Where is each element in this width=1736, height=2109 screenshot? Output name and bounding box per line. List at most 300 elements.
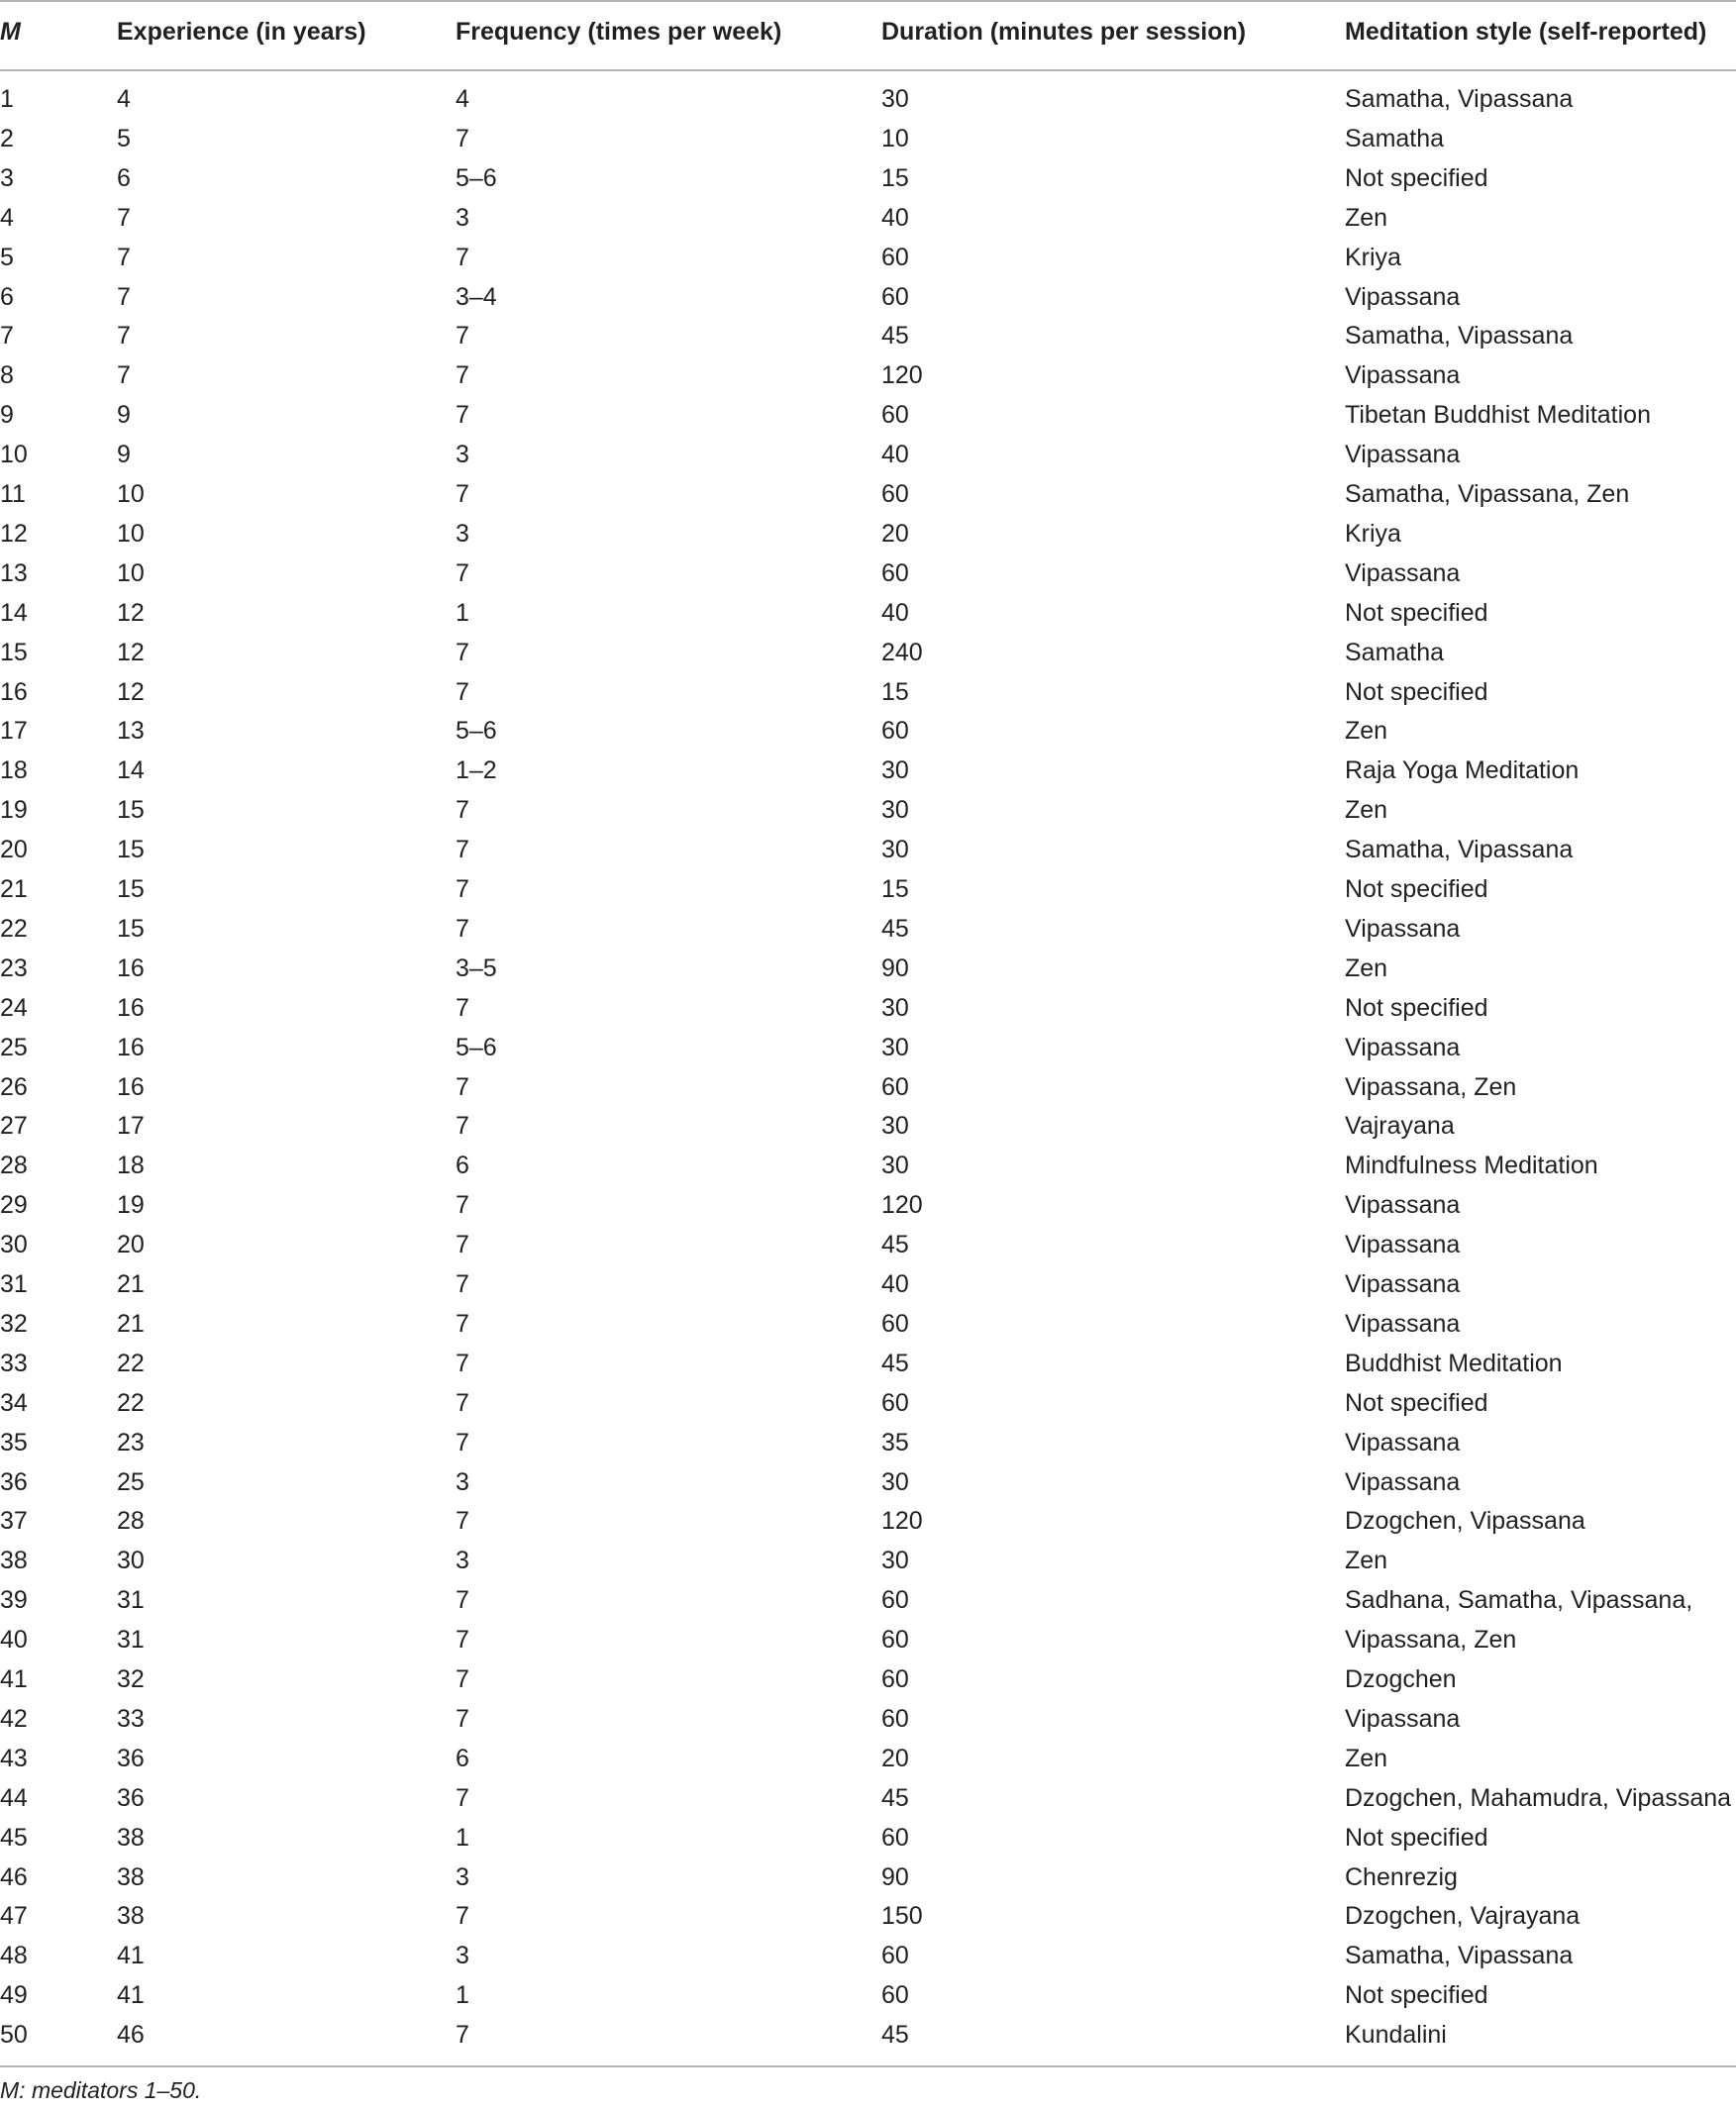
cell-experience-years: 14 <box>117 756 145 785</box>
cell-meditation-style: Kriya <box>1345 519 1401 548</box>
table-row <box>0 790 1736 830</box>
cell-frequency-per-week: 7 <box>456 1072 469 1101</box>
table-row <box>0 1106 1736 1146</box>
cell-duration-minutes: 40 <box>881 1270 909 1298</box>
cell-meditation-style: Vipassana <box>1345 361 1461 390</box>
cell-experience-years: 22 <box>117 1388 145 1417</box>
cell-experience-years: 4 <box>117 85 131 113</box>
top-rule <box>0 0 1736 2</box>
table-row <box>0 1896 1736 1936</box>
cell-meditator-id: 40 <box>0 1626 28 1655</box>
cell-meditator-id: 27 <box>0 1112 28 1141</box>
cell-meditator-id: 23 <box>0 954 28 982</box>
cell-meditation-style: Zen <box>1345 717 1388 746</box>
header-experience: Experience (in years) <box>117 18 366 46</box>
cell-frequency-per-week: 7 <box>456 480 469 508</box>
cell-meditation-style: Vipassana <box>1345 914 1461 943</box>
cell-frequency-per-week: 3–4 <box>456 282 497 311</box>
cell-duration-minutes: 120 <box>881 361 923 390</box>
cell-duration-minutes: 60 <box>881 1388 909 1417</box>
cell-frequency-per-week: 7 <box>456 1783 469 1812</box>
cell-meditator-id: 37 <box>0 1507 28 1536</box>
cell-duration-minutes: 20 <box>881 519 909 548</box>
header-duration: Duration (minutes per session) <box>881 18 1247 46</box>
cell-experience-years: 21 <box>117 1309 145 1338</box>
cell-experience-years: 16 <box>117 993 145 1022</box>
cell-meditation-style: Not specified <box>1345 677 1488 706</box>
cell-duration-minutes: 60 <box>881 1586 909 1615</box>
cell-meditation-style: Vajrayana <box>1345 1112 1455 1141</box>
cell-meditation-style: Tibetan Buddhist Meditation <box>1345 401 1651 430</box>
cell-experience-years: 7 <box>117 282 131 311</box>
cell-duration-minutes: 120 <box>881 1507 923 1536</box>
cell-meditation-style: Zen <box>1345 1744 1388 1772</box>
cell-frequency-per-week: 7 <box>456 1349 469 1377</box>
cell-duration-minutes: 30 <box>881 993 909 1022</box>
cell-duration-minutes: 60 <box>881 1942 909 1970</box>
cell-experience-years: 23 <box>117 1428 145 1456</box>
cell-duration-minutes: 30 <box>881 85 909 113</box>
cell-frequency-per-week: 3–5 <box>456 954 497 982</box>
cell-duration-minutes: 30 <box>881 1033 909 1061</box>
cell-frequency-per-week: 3 <box>456 203 469 232</box>
cell-meditator-id: 2 <box>0 124 14 152</box>
cell-duration-minutes: 60 <box>881 558 909 587</box>
cell-frequency-per-week: 7 <box>456 124 469 152</box>
table-row <box>0 1975 1736 2015</box>
cell-frequency-per-week: 3 <box>456 1862 469 1891</box>
cell-frequency-per-week: 6 <box>456 1152 469 1180</box>
cell-meditator-id: 46 <box>0 1862 28 1891</box>
cell-duration-minutes: 60 <box>881 282 909 311</box>
cell-meditation-style: Mindfulness Meditation <box>1345 1152 1598 1180</box>
cell-experience-years: 7 <box>117 243 131 271</box>
table-row <box>0 751 1736 790</box>
cell-experience-years: 9 <box>117 441 131 469</box>
cell-duration-minutes: 30 <box>881 1152 909 1180</box>
cell-frequency-per-week: 3 <box>456 519 469 548</box>
cell-meditator-id: 3 <box>0 163 14 192</box>
cell-experience-years: 12 <box>117 598 145 627</box>
header-rule <box>0 69 1736 71</box>
cell-experience-years: 30 <box>117 1547 145 1575</box>
cell-frequency-per-week: 3 <box>456 1942 469 1970</box>
cell-meditation-style: Not specified <box>1345 1981 1488 2010</box>
cell-frequency-per-week: 1 <box>456 598 469 627</box>
cell-meditation-style: Not specified <box>1345 875 1488 903</box>
cell-meditator-id: 18 <box>0 756 28 785</box>
cell-frequency-per-week: 7 <box>456 1586 469 1615</box>
table-row <box>0 2015 1736 2055</box>
cell-duration-minutes: 60 <box>881 243 909 271</box>
cell-meditator-id: 13 <box>0 558 28 587</box>
table-row <box>0 1028 1736 1067</box>
cell-duration-minutes: 10 <box>881 124 909 152</box>
table-header <box>0 12 1736 51</box>
cell-meditator-id: 30 <box>0 1231 28 1259</box>
cell-duration-minutes: 40 <box>881 598 909 627</box>
cell-meditator-id: 17 <box>0 717 28 746</box>
cell-frequency-per-week: 5–6 <box>456 717 497 746</box>
table-row <box>0 1067 1736 1107</box>
cell-duration-minutes: 120 <box>881 1191 923 1220</box>
cell-duration-minutes: 60 <box>881 1823 909 1852</box>
cell-frequency-per-week: 3 <box>456 1547 469 1575</box>
cell-meditator-id: 50 <box>0 2021 28 2050</box>
cell-meditation-style: Kundalini <box>1345 2021 1447 2050</box>
cell-experience-years: 46 <box>117 2021 145 2050</box>
cell-experience-years: 6 <box>117 163 131 192</box>
table-row <box>0 553 1736 593</box>
cell-meditator-id: 41 <box>0 1665 28 1693</box>
cell-meditator-id: 14 <box>0 598 28 627</box>
cell-meditator-id: 24 <box>0 993 28 1022</box>
cell-meditator-id: 22 <box>0 914 28 943</box>
cell-frequency-per-week: 5–6 <box>456 1033 497 1061</box>
cell-meditation-style: Vipassana <box>1345 558 1461 587</box>
cell-meditator-id: 31 <box>0 1270 28 1298</box>
table-row <box>0 830 1736 869</box>
cell-frequency-per-week: 4 <box>456 85 469 113</box>
cell-frequency-per-week: 7 <box>456 1507 469 1536</box>
cell-experience-years: 16 <box>117 954 145 982</box>
cell-meditator-id: 9 <box>0 401 14 430</box>
table-row <box>0 1699 1736 1739</box>
cell-meditator-id: 28 <box>0 1152 28 1180</box>
cell-frequency-per-week: 7 <box>456 361 469 390</box>
cell-experience-years: 12 <box>117 677 145 706</box>
table-footnote: M: meditators 1–50. <box>0 2077 202 2103</box>
cell-frequency-per-week: 3 <box>456 1467 469 1496</box>
cell-meditator-id: 8 <box>0 361 14 390</box>
cell-duration-minutes: 30 <box>881 756 909 785</box>
cell-meditator-id: 32 <box>0 1309 28 1338</box>
cell-duration-minutes: 45 <box>881 2021 909 2050</box>
cell-meditation-style: Dzogchen, Vipassana <box>1345 1507 1585 1536</box>
table-row <box>0 119 1736 158</box>
cell-frequency-per-week: 7 <box>456 993 469 1022</box>
cell-meditator-id: 34 <box>0 1388 28 1417</box>
cell-frequency-per-week: 1 <box>456 1823 469 1852</box>
cell-meditation-style: Samatha, Vipassana, Zen <box>1345 480 1630 508</box>
cell-duration-minutes: 20 <box>881 1744 909 1772</box>
cell-experience-years: 31 <box>117 1626 145 1655</box>
cell-meditator-id: 45 <box>0 1823 28 1852</box>
cell-meditator-id: 38 <box>0 1547 28 1575</box>
cell-frequency-per-week: 7 <box>456 796 469 825</box>
cell-duration-minutes: 30 <box>881 836 909 864</box>
cell-experience-years: 15 <box>117 875 145 903</box>
cell-meditator-id: 15 <box>0 638 28 666</box>
cell-frequency-per-week: 7 <box>456 1112 469 1141</box>
cell-experience-years: 7 <box>117 361 131 390</box>
cell-meditation-style: Zen <box>1345 1547 1388 1575</box>
table-row <box>0 79 1736 119</box>
table-row <box>0 435 1736 474</box>
cell-duration-minutes: 60 <box>881 1981 909 2010</box>
cell-meditator-id: 48 <box>0 1942 28 1970</box>
cell-experience-years: 18 <box>117 1152 145 1180</box>
cell-frequency-per-week: 7 <box>456 558 469 587</box>
table-row <box>0 1146 1736 1185</box>
cell-duration-minutes: 40 <box>881 441 909 469</box>
table-row <box>0 633 1736 672</box>
cell-experience-years: 28 <box>117 1507 145 1536</box>
cell-duration-minutes: 240 <box>881 638 923 666</box>
cell-frequency-per-week: 7 <box>456 1309 469 1338</box>
table-row <box>0 1225 1736 1264</box>
cell-frequency-per-week: 7 <box>456 1270 469 1298</box>
cell-frequency-per-week: 1–2 <box>456 756 497 785</box>
cell-meditation-style: Chenrezig <box>1345 1862 1458 1891</box>
table-row <box>0 198 1736 238</box>
cell-frequency-per-week: 7 <box>456 677 469 706</box>
table-row <box>0 1739 1736 1778</box>
table-row <box>0 1936 1736 1975</box>
cell-duration-minutes: 45 <box>881 1231 909 1259</box>
cell-meditator-id: 6 <box>0 282 14 311</box>
table-row <box>0 1423 1736 1462</box>
cell-meditation-style: Vipassana <box>1345 282 1461 311</box>
cell-frequency-per-week: 7 <box>456 1388 469 1417</box>
cell-meditator-id: 4 <box>0 203 14 232</box>
cell-frequency-per-week: 7 <box>456 914 469 943</box>
cell-meditator-id: 10 <box>0 441 28 469</box>
cell-duration-minutes: 60 <box>881 1665 909 1693</box>
cell-duration-minutes: 45 <box>881 322 909 351</box>
cell-meditation-style: Dzogchen, Mahamudra, Vipassana <box>1345 1783 1732 1812</box>
table-row <box>0 1264 1736 1304</box>
cell-meditation-style: Not specified <box>1345 1823 1488 1852</box>
table-row <box>0 158 1736 198</box>
cell-duration-minutes: 15 <box>881 875 909 903</box>
cell-meditator-id: 16 <box>0 677 28 706</box>
cell-duration-minutes: 15 <box>881 677 909 706</box>
cell-frequency-per-week: 7 <box>456 1626 469 1655</box>
cell-experience-years: 41 <box>117 1942 145 1970</box>
bottom-rule <box>0 2065 1736 2067</box>
cell-duration-minutes: 45 <box>881 1783 909 1812</box>
cell-duration-minutes: 150 <box>881 1902 923 1931</box>
cell-experience-years: 15 <box>117 796 145 825</box>
cell-duration-minutes: 45 <box>881 1349 909 1377</box>
cell-duration-minutes: 40 <box>881 203 909 232</box>
cell-meditator-id: 49 <box>0 1981 28 2010</box>
cell-meditation-style: Raja Yoga Meditation <box>1345 756 1580 785</box>
cell-experience-years: 7 <box>117 322 131 351</box>
cell-meditator-id: 36 <box>0 1467 28 1496</box>
cell-meditator-id: 12 <box>0 519 28 548</box>
table-row <box>0 1818 1736 1858</box>
cell-experience-years: 13 <box>117 717 145 746</box>
cell-experience-years: 31 <box>117 1586 145 1615</box>
header-frequency: Frequency (times per week) <box>456 18 782 46</box>
header-meditation-style: Meditation style (self-reported) <box>1345 18 1707 46</box>
cell-experience-years: 22 <box>117 1349 145 1377</box>
cell-frequency-per-week: 7 <box>456 836 469 864</box>
cell-duration-minutes: 90 <box>881 1862 909 1891</box>
cell-meditation-style: Samatha, Vipassana <box>1345 836 1574 864</box>
cell-frequency-per-week: 6 <box>456 1744 469 1772</box>
table-row <box>0 1580 1736 1620</box>
cell-duration-minutes: 90 <box>881 954 909 982</box>
cell-meditator-id: 11 <box>0 480 26 508</box>
cell-frequency-per-week: 3 <box>456 441 469 469</box>
cell-experience-years: 17 <box>117 1112 145 1141</box>
cell-experience-years: 21 <box>117 1270 145 1298</box>
cell-frequency-per-week: 7 <box>456 401 469 430</box>
table-row <box>0 593 1736 633</box>
table-row <box>0 711 1736 751</box>
cell-meditation-style: Vipassana <box>1345 1033 1461 1061</box>
cell-frequency-per-week: 5–6 <box>456 163 497 192</box>
cell-meditation-style: Samatha, Vipassana <box>1345 1942 1574 1970</box>
cell-experience-years: 9 <box>117 401 131 430</box>
cell-meditator-id: 29 <box>0 1191 28 1220</box>
table-row <box>0 1778 1736 1818</box>
cell-meditation-style: Dzogchen, Vajrayana <box>1345 1902 1581 1931</box>
cell-meditator-id: 21 <box>0 875 28 903</box>
cell-meditator-id: 7 <box>0 322 14 351</box>
cell-experience-years: 32 <box>117 1665 145 1693</box>
cell-frequency-per-week: 7 <box>456 322 469 351</box>
cell-meditation-style: Vipassana <box>1345 1270 1461 1298</box>
cell-duration-minutes: 60 <box>881 480 909 508</box>
table-row <box>0 1383 1736 1423</box>
cell-meditation-style: Sadhana, Samatha, Vipassana, <box>1345 1586 1693 1615</box>
cell-meditator-id: 47 <box>0 1902 28 1931</box>
cell-duration-minutes: 60 <box>881 401 909 430</box>
cell-frequency-per-week: 7 <box>456 1191 469 1220</box>
cell-duration-minutes: 30 <box>881 1547 909 1575</box>
cell-duration-minutes: 35 <box>881 1428 909 1456</box>
cell-meditation-style: Zen <box>1345 796 1388 825</box>
cell-frequency-per-week: 7 <box>456 1902 469 1931</box>
cell-experience-years: 10 <box>117 480 145 508</box>
table-row <box>0 1659 1736 1699</box>
cell-frequency-per-week: 7 <box>456 2021 469 2050</box>
table-row <box>0 869 1736 909</box>
cell-meditation-style: Not specified <box>1345 1388 1488 1417</box>
cell-meditation-style: Vipassana, Zen <box>1345 1072 1517 1101</box>
cell-duration-minutes: 60 <box>881 1072 909 1101</box>
cell-meditator-id: 20 <box>0 836 28 864</box>
cell-meditator-id: 19 <box>0 796 28 825</box>
cell-meditation-style: Samatha, Vipassana <box>1345 85 1574 113</box>
cell-frequency-per-week: 7 <box>456 1428 469 1456</box>
cell-meditation-style: Vipassana <box>1345 1191 1461 1220</box>
table-row <box>0 1344 1736 1383</box>
cell-duration-minutes: 60 <box>881 1309 909 1338</box>
cell-meditator-id: 25 <box>0 1033 28 1061</box>
table-row <box>0 909 1736 949</box>
cell-experience-years: 15 <box>117 836 145 864</box>
cell-experience-years: 20 <box>117 1231 145 1259</box>
cell-experience-years: 36 <box>117 1783 145 1812</box>
cell-meditation-style: Vipassana, Zen <box>1345 1626 1517 1655</box>
cell-meditator-id: 1 <box>0 85 14 113</box>
table-row <box>0 988 1736 1028</box>
cell-frequency-per-week: 7 <box>456 1231 469 1259</box>
cell-frequency-per-week: 7 <box>456 875 469 903</box>
cell-duration-minutes: 45 <box>881 914 909 943</box>
table-row <box>0 672 1736 712</box>
cell-meditator-id: 26 <box>0 1072 28 1101</box>
cell-experience-years: 16 <box>117 1072 145 1101</box>
cell-experience-years: 7 <box>117 203 131 232</box>
cell-meditator-id: 35 <box>0 1428 28 1456</box>
table-row <box>0 474 1736 514</box>
cell-meditation-style: Kriya <box>1345 243 1401 271</box>
table-row <box>0 1501 1736 1541</box>
cell-meditation-style: Vipassana <box>1345 1428 1461 1456</box>
cell-experience-years: 41 <box>117 1981 145 2010</box>
cell-meditation-style: Vipassana <box>1345 1704 1461 1733</box>
cell-frequency-per-week: 7 <box>456 1665 469 1693</box>
table-row <box>0 514 1736 553</box>
cell-experience-years: 38 <box>117 1902 145 1931</box>
table-row <box>0 1541 1736 1580</box>
cell-experience-years: 16 <box>117 1033 145 1061</box>
table-row <box>0 238 1736 277</box>
cell-meditation-style: Buddhist Meditation <box>1345 1349 1563 1377</box>
cell-meditation-style: Samatha <box>1345 638 1445 666</box>
cell-meditation-style: Vipassana <box>1345 1467 1461 1496</box>
table-row <box>0 1304 1736 1344</box>
cell-experience-years: 10 <box>117 558 145 587</box>
cell-frequency-per-week: 7 <box>456 243 469 271</box>
cell-frequency-per-week: 7 <box>456 1704 469 1733</box>
cell-meditation-style: Not specified <box>1345 993 1488 1022</box>
cell-meditator-id: 33 <box>0 1349 28 1377</box>
cell-duration-minutes: 30 <box>881 1467 909 1496</box>
cell-experience-years: 33 <box>117 1704 145 1733</box>
cell-meditation-style: Samatha <box>1345 124 1445 152</box>
cell-experience-years: 19 <box>117 1191 145 1220</box>
cell-meditation-style: Vipassana <box>1345 1231 1461 1259</box>
cell-duration-minutes: 30 <box>881 1112 909 1141</box>
table-row <box>0 949 1736 988</box>
cell-frequency-per-week: 1 <box>456 1981 469 2010</box>
cell-meditation-style: Not specified <box>1345 598 1488 627</box>
cell-meditation-style: Not specified <box>1345 163 1488 192</box>
cell-meditation-style: Dzogchen <box>1345 1665 1457 1693</box>
table-row <box>0 1462 1736 1502</box>
table-row <box>0 1185 1736 1225</box>
cell-duration-minutes: 15 <box>881 163 909 192</box>
cell-duration-minutes: 60 <box>881 1626 909 1655</box>
cell-frequency-per-week: 7 <box>456 638 469 666</box>
table-row <box>0 395 1736 435</box>
table-row <box>0 1858 1736 1897</box>
cell-meditation-style: Zen <box>1345 954 1388 982</box>
table-row <box>0 277 1736 317</box>
cell-duration-minutes: 30 <box>881 796 909 825</box>
cell-duration-minutes: 60 <box>881 1704 909 1733</box>
cell-experience-years: 38 <box>117 1823 145 1852</box>
cell-meditation-style: Vipassana <box>1345 1309 1461 1338</box>
cell-meditation-style: Vipassana <box>1345 441 1461 469</box>
cell-experience-years: 38 <box>117 1862 145 1891</box>
cell-meditation-style: Zen <box>1345 203 1388 232</box>
cell-experience-years: 25 <box>117 1467 145 1496</box>
header-m: M <box>0 18 21 46</box>
cell-meditator-id: 42 <box>0 1704 28 1733</box>
cell-experience-years: 10 <box>117 519 145 548</box>
cell-meditation-style: Samatha, Vipassana <box>1345 322 1574 351</box>
cell-meditator-id: 43 <box>0 1744 28 1772</box>
cell-experience-years: 12 <box>117 638 145 666</box>
